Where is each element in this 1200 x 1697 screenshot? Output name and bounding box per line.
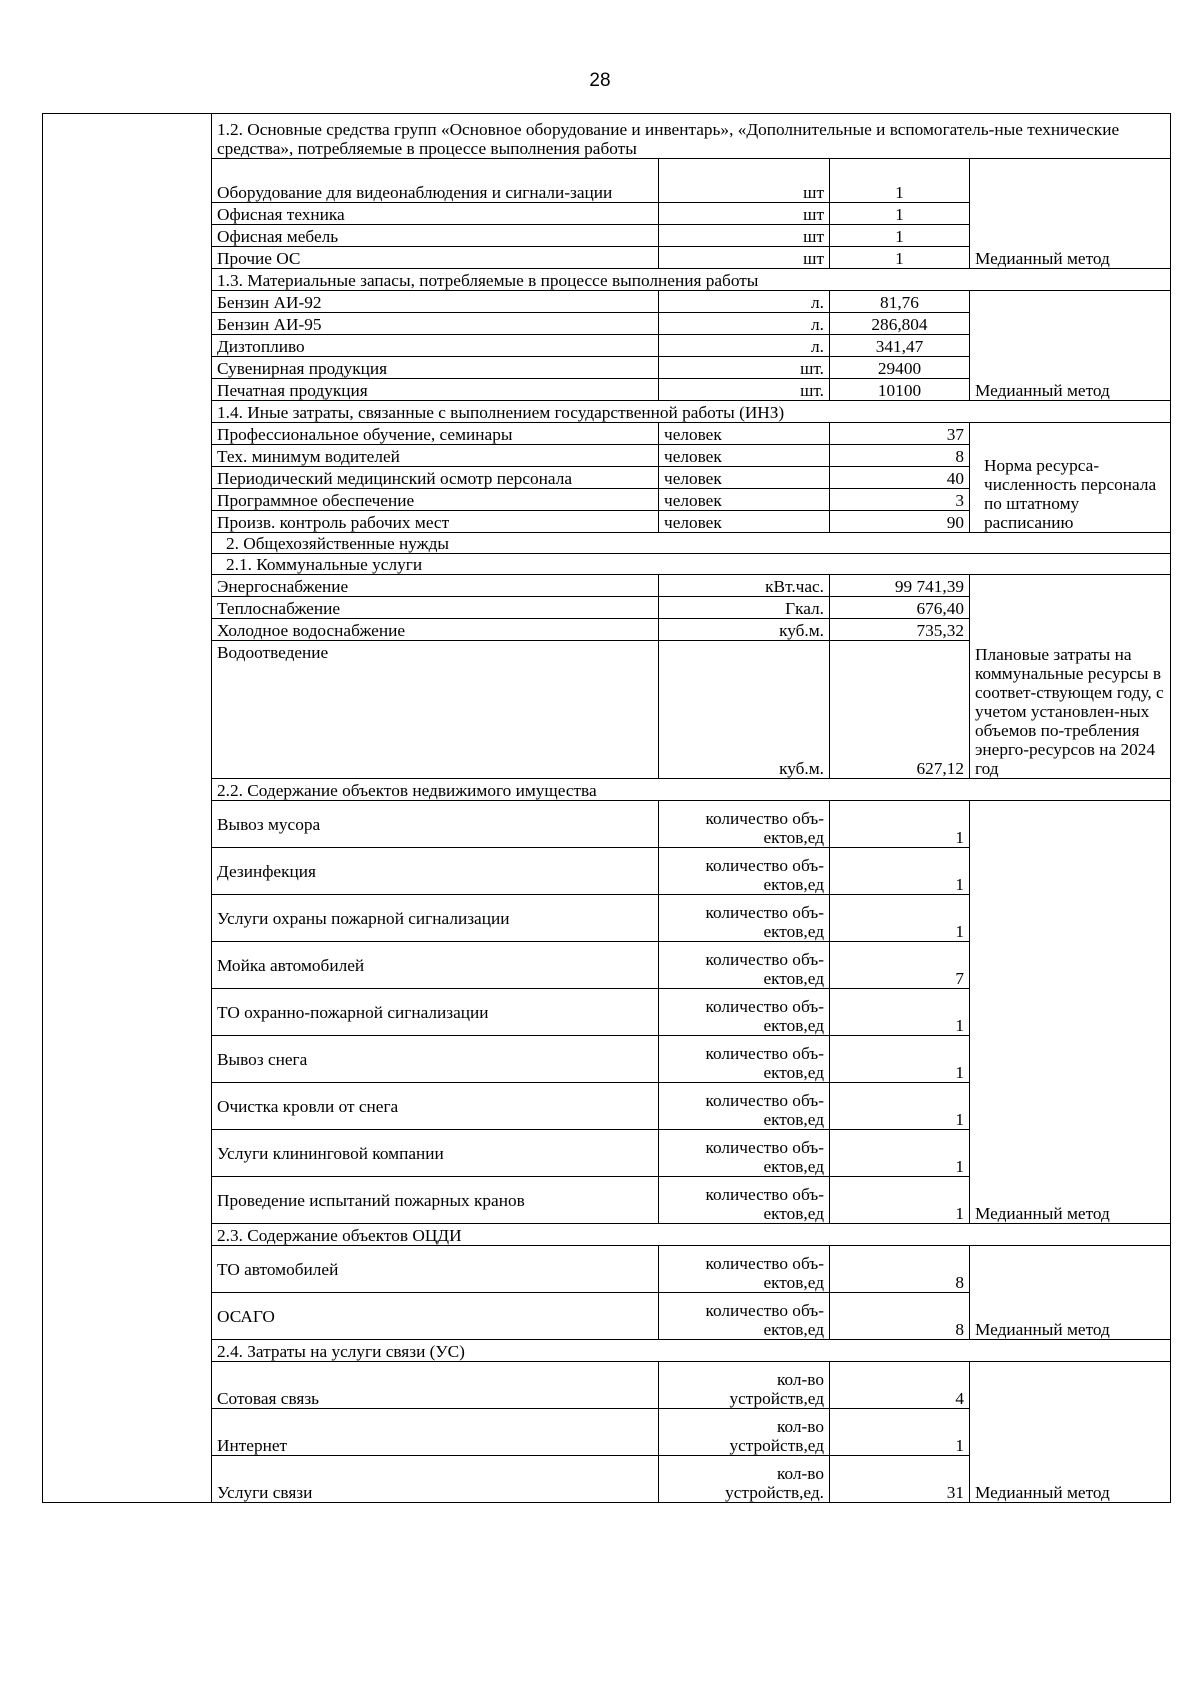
row-qty: 1 (830, 989, 970, 1036)
row-name: Дизтопливо (212, 335, 659, 357)
section-1-2-method: Медианный метод (970, 159, 1171, 269)
row-name: Профессиональное обучение, семинары (212, 423, 659, 445)
row-unit: Гкал. (659, 597, 830, 619)
row-qty: 4 (830, 1362, 970, 1409)
row-name: Услуги охраны пожарной сигнализации (212, 895, 659, 942)
section-1-3-title: 1.3. Материальные запасы, потребляемые в процессе выполнения работы (212, 269, 1171, 291)
row-name: Печатная продукция (212, 379, 659, 401)
row-unit: количество объ- ектов,ед (659, 1130, 830, 1177)
row-name: ОСАГО (212, 1293, 659, 1340)
row-qty: 90 (830, 511, 970, 533)
row-unit: шт. (659, 379, 830, 401)
left-empty-column (43, 114, 212, 1503)
row-qty: 1 (830, 1036, 970, 1083)
table-row (43, 1362, 1171, 1409)
section-2-2-method: Медианный метод (970, 801, 1171, 1224)
row-qty: 1 (830, 1409, 970, 1456)
row-qty: 40 (830, 467, 970, 489)
row-unit: количество объ- ектов,ед (659, 1036, 830, 1083)
table-row (43, 159, 1171, 203)
section-2-4-method: Медианный метод (970, 1362, 1171, 1503)
section-1-4-method: Норма ресурса-численность персонала по штатному расписанию (970, 423, 1171, 533)
page-number: 28 (589, 70, 611, 91)
row-qty: 1 (830, 1130, 970, 1177)
row-name: Водоотведение (212, 641, 659, 779)
row-unit: шт (659, 247, 830, 269)
row-qty: 37 (830, 423, 970, 445)
row-qty: 31 (830, 1456, 970, 1503)
row-unit: человек (659, 423, 830, 445)
row-name: Офисная техника (212, 203, 659, 225)
row-qty: 735,32 (830, 619, 970, 641)
row-unit: куб.м. (659, 641, 830, 779)
row-name: Очистка кровли от снега (212, 1083, 659, 1130)
row-name: Холодное водоснабжение (212, 619, 659, 641)
row-qty: 1 (830, 895, 970, 942)
row-qty: 7 (830, 942, 970, 989)
row-unit: шт (659, 225, 830, 247)
row-unit: человек (659, 511, 830, 533)
row-qty: 3 (830, 489, 970, 511)
row-unit: кол-во устройств,ед (659, 1362, 830, 1409)
row-unit: человек (659, 489, 830, 511)
row-name: Сотовая связь (212, 1362, 659, 1409)
row-unit: количество объ- ектов,ед (659, 801, 830, 848)
row-unit: л. (659, 313, 830, 335)
row-name: Периодический медицинский осмотр персонала (212, 467, 659, 489)
row-unit: шт (659, 203, 830, 225)
row-name: Бензин АИ-95 (212, 313, 659, 335)
section-2-title: 2. Общехозяйственные нужды (212, 533, 1171, 554)
table-row (43, 423, 1171, 445)
row-qty: 81,76 (830, 291, 970, 313)
row-name: Дезинфекция (212, 848, 659, 895)
row-qty: 1 (830, 225, 970, 247)
row-qty: 1 (830, 247, 970, 269)
row-qty: 8 (830, 445, 970, 467)
section-2-1-title: 2.1. Коммунальные услуги (212, 554, 1171, 575)
row-unit: кол-во устройств,ед. (659, 1456, 830, 1503)
row-unit: количество объ- ектов,ед (659, 1083, 830, 1130)
row-qty: 1 (830, 1177, 970, 1224)
row-unit: количество объ- ектов,ед (659, 848, 830, 895)
row-qty: 627,12 (830, 641, 970, 779)
row-name: Программное обеспечение (212, 489, 659, 511)
row-qty: 1 (830, 203, 970, 225)
row-unit: количество объ- ектов,ед (659, 989, 830, 1036)
table-row (43, 291, 1171, 313)
row-unit: человек (659, 445, 830, 467)
row-name: Мойка автомобилей (212, 942, 659, 989)
row-unit: человек (659, 467, 830, 489)
section-2-1-method: Плановые затраты на коммунальные ресурсы в соответ-ствующем году, с учетом установлен-ных объемов по-требления энерго-ресурсов на 2024 год (970, 575, 1171, 779)
row-name: Бензин АИ-92 (212, 291, 659, 313)
row-unit: л. (659, 335, 830, 357)
row-unit: количество объ- ектов,ед (659, 1177, 830, 1224)
row-name: Оборудование для видеонаблюдения и сигнали-зации (212, 159, 659, 203)
row-name: Офисная мебель (212, 225, 659, 247)
section-1-2-title: 1.2. Основные средства групп «Основное оборудование и инвентарь», «Дополнительные и вспомогатель-ные технические средства», потребляемые в процессе выполнения работы (212, 114, 1171, 159)
row-name: Услуги клининговой компании (212, 1130, 659, 1177)
row-name: Произв. контроль рабочих мест (212, 511, 659, 533)
row-name: Услуги связи (212, 1456, 659, 1503)
row-unit: шт (659, 159, 830, 203)
row-name: Сувенирная продукция (212, 357, 659, 379)
row-qty: 10100 (830, 379, 970, 401)
row-qty: 676,40 (830, 597, 970, 619)
row-unit: кол-во устройств,ед (659, 1409, 830, 1456)
table-row (43, 1246, 1171, 1293)
section-2-2-title: 2.2. Содержание объектов недвижимого имущества (212, 779, 1171, 801)
cost-norms-table (42, 113, 1171, 1503)
row-unit: кВт.час. (659, 575, 830, 597)
row-qty: 1 (830, 159, 970, 203)
row-name: ТО охранно-пожарной сигнализации (212, 989, 659, 1036)
row-qty: 286,804 (830, 313, 970, 335)
row-qty: 1 (830, 801, 970, 848)
row-qty: 1 (830, 1083, 970, 1130)
row-unit: количество объ- ектов,ед (659, 1246, 830, 1293)
row-unit: количество объ- ектов,ед (659, 1293, 830, 1340)
row-unit: количество объ- ектов,ед (659, 942, 830, 989)
row-name: Прочие ОС (212, 247, 659, 269)
row-unit: куб.м. (659, 619, 830, 641)
row-qty: 29400 (830, 357, 970, 379)
row-unit: л. (659, 291, 830, 313)
row-name: Вывоз мусора (212, 801, 659, 848)
row-name: Проведение испытаний пожарных кранов (212, 1177, 659, 1224)
section-2-3-method: Медианный метод (970, 1246, 1171, 1340)
row-name: ТО автомобилей (212, 1246, 659, 1293)
table-row (43, 801, 1171, 848)
row-unit: шт. (659, 357, 830, 379)
row-qty: 8 (830, 1293, 970, 1340)
row-name: Интернет (212, 1409, 659, 1456)
row-name: Тех. минимум водителей (212, 445, 659, 467)
row-qty: 8 (830, 1246, 970, 1293)
section-1-4-title: 1.4. Иные затраты, связанные с выполнением государственной работы (ИНЗ) (212, 401, 1171, 423)
row-name: Энергоснабжение (212, 575, 659, 597)
row-qty: 341,47 (830, 335, 970, 357)
section-1-3-method: Медианный метод (970, 291, 1171, 401)
row-name: Теплоснабжение (212, 597, 659, 619)
row-name: Вывоз снега (212, 1036, 659, 1083)
row-unit: количество объ- ектов,ед (659, 895, 830, 942)
section-2-4-title: 2.4. Затраты на услуги связи (УС) (212, 1340, 1171, 1362)
section-2-3-title: 2.3. Содержание объектов ОЦДИ (212, 1224, 1171, 1246)
row-qty: 1 (830, 848, 970, 895)
table-row (43, 575, 1171, 597)
row-qty: 99 741,39 (830, 575, 970, 597)
